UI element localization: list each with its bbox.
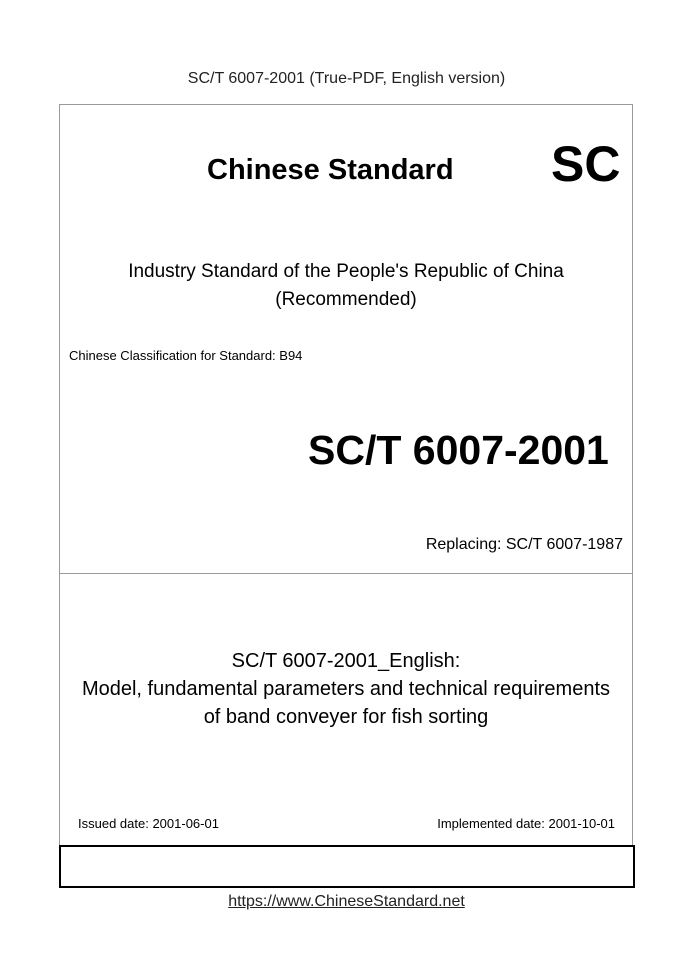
document-title-line-2: Model, fundamental parameters and technical requirements [81,678,611,700]
industry-line-2: (Recommended) [275,289,417,310]
implemented-date: Implemented date: 2001-10-01 [437,816,615,831]
classification-label: Chinese Classification for Standard: B94 [69,348,303,363]
page-header-caption: SC/T 6007-2001 (True-PDF, English version) [187,70,506,87]
document-title-line-3: of band conveyer for fish sorting [203,706,489,728]
website-link[interactable]: https://www.ChineseStandard.net [228,893,465,910]
document-title [59,647,633,731]
brand-title-text: Chinese Standard [207,154,454,186]
sc-mark: SC [551,136,621,192]
cover-bottom-box [59,845,635,888]
industry-standard-heading [59,258,633,314]
standard-code: SC/T 6007-2001 [308,427,609,473]
issued-date: Issued date: 2001-06-01 [78,816,219,831]
replacing-label: Replacing: SC/T 6007-1987 [425,536,623,553]
industry-line-1: Industry Standard of the People's Republic of China [128,261,564,282]
document-title-line-1: SC/T 6007-2001_English: [231,650,461,672]
